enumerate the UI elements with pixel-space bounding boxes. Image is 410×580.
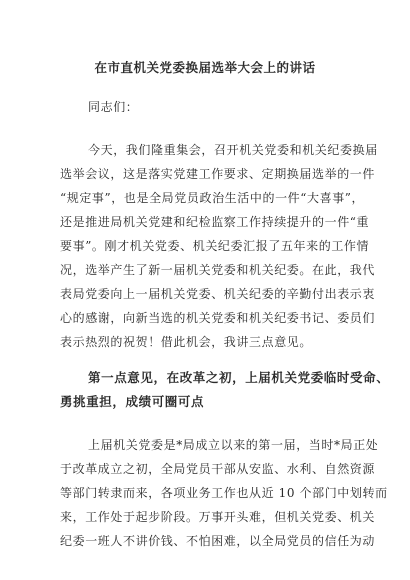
paragraph-line: 于改革成立之初，全局党员干部从安监、水利、自然资源: [60, 462, 376, 476]
paragraph-line: 心的感谢，向新当选的机关党委和机关纪委书记、委员们: [60, 311, 376, 325]
paragraph-line: 纪委一班人不讲价钱、不怕困难，以全局党员的信任为动: [60, 534, 376, 548]
heading-line: 勇挑重担，成绩可圈可点: [60, 394, 205, 409]
paragraph-line: 还是推进局机关党建和纪检监察工作持续提升的一件“重: [60, 215, 370, 229]
paragraph-line: 要事”。刚才机关党委、机关纪委汇报了五年来的工作情: [60, 239, 370, 253]
paragraph-line: 况，选举产生了新一届机关党委和机关纪委。在此，我代: [60, 263, 376, 277]
paragraph-line: 来，工作处于起步阶段。万事开头难，但机关党委、机关: [60, 510, 376, 524]
paragraph-line: 选举会议，这是落实党建工作要求、定期换届选举的一件: [60, 167, 376, 181]
heading-line: 第一点意见，在改革之初，上届机关党委临时受命、: [88, 370, 390, 385]
paragraph-line: 上届机关党委是*局成立以来的第一届，当时*局正处: [88, 438, 379, 452]
paragraph-line: 今天，我们隆重集会，召开机关党委和机关纪委换届: [88, 143, 378, 157]
paragraph-line: 表局党委向上一届机关党委、机关纪委的辛勤付出表示衷: [60, 287, 376, 301]
paragraph-line: “规定事”，也是全局党员政治生活中的一件“大喜事”，: [60, 191, 365, 205]
salutation: 同志们：: [88, 100, 139, 114]
paragraph-line: 表示热烈的祝贺！借此机会，我讲三点意见。: [60, 335, 313, 349]
document-title: 在市直机关党委换届选举大会上的讲话: [94, 60, 316, 75]
paragraph-line: 等部门转隶而来，各项业务工作也从近 10 个部门中划转而: [60, 486, 388, 500]
